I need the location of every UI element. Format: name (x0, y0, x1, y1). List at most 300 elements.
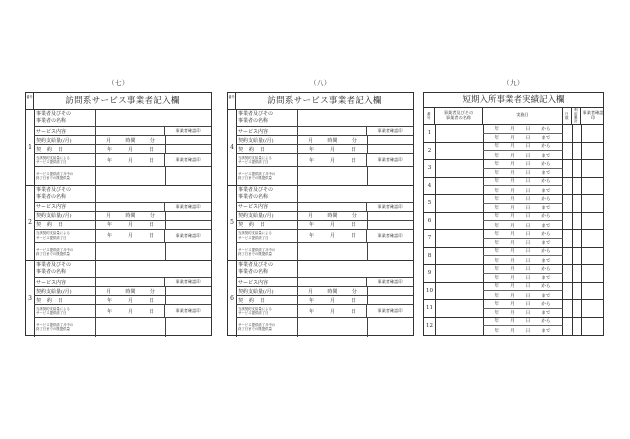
block-number: 4 (228, 110, 237, 185)
amount-field[interactable] (298, 136, 367, 144)
header-number-label: 番号 (26, 93, 34, 109)
end-label-line1: 当該契約支給量による (238, 306, 272, 311)
row-provider (236, 186, 413, 203)
unit-month: 月 (308, 137, 314, 144)
row-number: 6 (424, 213, 436, 230)
start-date-field[interactable] (483, 265, 563, 274)
confirm-seal-box[interactable] (367, 136, 413, 144)
provider-name-field[interactable] (298, 186, 304, 202)
unit-month: 月 (510, 126, 515, 132)
provider-name-field[interactable] (435, 213, 484, 230)
unit-day: 日 (350, 308, 356, 315)
confirm-seal-box[interactable] (367, 167, 413, 186)
provider-label (34, 261, 96, 277)
start-date-field[interactable] (483, 178, 563, 187)
provider-label (236, 261, 298, 277)
row-amount (236, 212, 413, 221)
remaining-label-line2: 終了日までの既提供量 (238, 176, 272, 181)
until-label: まで (541, 328, 551, 334)
until-label: まで (541, 223, 551, 229)
confirm-seal-box[interactable] (581, 160, 605, 177)
start-date-field[interactable] (483, 195, 563, 204)
amount-label: 契約支給量(/月) (34, 287, 96, 295)
unit-month: 月 (510, 241, 515, 247)
unit-month: 月 (510, 171, 515, 177)
remaining-field[interactable] (96, 167, 165, 186)
end-date-field[interactable] (96, 230, 165, 242)
until-label: まで (541, 293, 551, 299)
provider-name-field[interactable] (435, 178, 484, 195)
panel-p8 (227, 78, 414, 340)
unit-day: 日 (525, 206, 531, 212)
visit-form (25, 92, 212, 336)
provider-name-field[interactable] (435, 248, 484, 265)
confirm-seal-box[interactable] (581, 213, 605, 230)
unit-year: 年 (494, 249, 500, 255)
amount-field[interactable] (298, 287, 367, 295)
usage-row (424, 143, 603, 161)
usage-row (424, 230, 603, 248)
unit-year: 年 (308, 157, 314, 164)
provider-label-line1: 事業者及びその (238, 186, 274, 193)
contract-date-field[interactable] (96, 296, 165, 304)
confirm-seal-box[interactable] (581, 318, 605, 336)
unit-minutes: 分 (351, 288, 357, 295)
service-label: サービス内容 (236, 203, 298, 211)
provider-block (228, 110, 413, 186)
end-date-field[interactable] (483, 186, 563, 195)
unit-day: 日 (525, 311, 531, 317)
start-date-field[interactable] (483, 318, 563, 327)
provider-header-line1: 事業者及びその (443, 109, 474, 115)
remaining-label-line2: 終了日までの既提供量 (36, 176, 70, 181)
confirm-seal-label: 事業者確認印 (366, 230, 413, 242)
confirm-seal-box[interactable] (367, 318, 413, 337)
confirm-seal-box[interactable] (165, 136, 211, 144)
contract-date-field[interactable] (298, 296, 367, 304)
unit-day: 日 (525, 328, 531, 334)
unit-day: 日 (525, 171, 531, 177)
remaining-label-line2: 終了日までの既提供量 (238, 327, 272, 332)
end-date-field[interactable] (483, 169, 563, 178)
unit-day: 日 (148, 146, 154, 153)
unit-day: 日 (148, 308, 154, 315)
row-remain (236, 243, 413, 262)
unit-year: 年 (494, 214, 500, 220)
row-remain (34, 318, 211, 337)
amount-field[interactable] (96, 287, 165, 295)
contract-date-label: 契約日 (34, 221, 96, 229)
unit-day: 日 (525, 188, 531, 194)
provider-label-line2: 事業者の名称 (238, 193, 269, 200)
end-date-label (34, 154, 96, 166)
provider-block (26, 261, 211, 337)
unit-month: 月 (510, 161, 515, 167)
end-date-field[interactable] (483, 309, 563, 318)
provider-label-line1: 事業者及びその (238, 111, 274, 117)
remaining-label (34, 243, 96, 262)
row-amount (236, 136, 413, 145)
unit-year: 年 (494, 328, 500, 334)
provider-label (34, 186, 96, 202)
confirm-seal-box[interactable] (367, 287, 413, 295)
unit-day: 日 (525, 319, 531, 325)
unit-day: 日 (525, 153, 531, 159)
from-label: から (541, 179, 551, 185)
unit-year: 年 (308, 297, 314, 304)
unit-month: 月 (510, 301, 515, 307)
confirm-seal-label: 事業者確認印 (164, 305, 211, 317)
header-days: 日数 (563, 107, 572, 124)
unit-day: 日 (148, 233, 154, 240)
contract-date-field[interactable] (298, 145, 367, 153)
contract-date-field[interactable] (96, 145, 165, 153)
confirm-seal-label: 事業者確認印 (164, 203, 211, 211)
remaining-label-line1: サービス提供終了月中の (36, 323, 74, 328)
provider-name-field[interactable] (435, 160, 484, 177)
unit-month: 月 (329, 233, 335, 240)
provider-name-field[interactable] (435, 125, 484, 142)
from-label: から (541, 196, 551, 202)
unit-day: 日 (525, 258, 531, 264)
confirm-seal-box[interactable] (165, 167, 211, 186)
unit-month: 月 (510, 188, 515, 194)
end-date-label (34, 305, 96, 317)
row-number: 1 (424, 125, 436, 142)
block-number: 2 (26, 186, 35, 261)
row-number: 5 (424, 195, 436, 212)
unit-month: 月 (127, 146, 133, 153)
provider-name-field[interactable] (96, 186, 102, 202)
unit-month: 月 (510, 258, 515, 264)
unit-month: 月 (510, 144, 515, 150)
provider-name-field[interactable] (298, 110, 304, 126)
confirm-seal-box[interactable] (581, 178, 605, 195)
unit-year: 年 (494, 241, 500, 247)
provider-name-field[interactable] (435, 300, 484, 317)
unit-month: 月 (510, 249, 515, 255)
confirm-seal-box[interactable] (581, 195, 605, 212)
unit-day: 日 (350, 222, 356, 229)
provider-name-field[interactable] (435, 195, 484, 212)
provider-name-field[interactable] (435, 283, 484, 300)
row-amount (34, 136, 211, 145)
amount-label: 契約支給量(/月) (236, 287, 298, 295)
unit-month: 月 (106, 137, 112, 144)
confirm-seal-box[interactable] (581, 248, 605, 265)
unit-year: 年 (494, 161, 500, 167)
row-end (236, 305, 413, 318)
remaining-field[interactable] (298, 167, 367, 186)
start-date-field[interactable] (483, 283, 563, 292)
row-provider (236, 261, 413, 278)
unit-year: 年 (494, 301, 500, 307)
unit-day: 日 (148, 157, 154, 164)
until-label: まで (541, 241, 551, 247)
unit-month: 月 (510, 153, 515, 159)
from-label: から (541, 231, 551, 237)
confirm-seal-box[interactable] (581, 300, 605, 317)
unit-year: 年 (494, 206, 500, 212)
remaining-label-line2: 終了日までの既提供量 (238, 251, 272, 256)
unit-month: 月 (510, 266, 515, 272)
provider-name-field[interactable] (96, 110, 102, 126)
remaining-label (236, 318, 298, 337)
start-date-field[interactable] (483, 300, 563, 309)
unit-year: 年 (494, 136, 500, 142)
header-number-label: 番号 (228, 93, 236, 109)
row-provider (34, 186, 211, 203)
confirm-seal-box[interactable] (367, 296, 413, 304)
unit-day: 日 (525, 136, 531, 142)
confirm-seal-box[interactable] (367, 145, 413, 153)
remaining-label (236, 243, 298, 262)
end-date-field[interactable] (483, 291, 563, 300)
end-date-field[interactable] (483, 134, 563, 143)
row-remain (236, 318, 413, 337)
provider-label-line2: 事業者の名称 (238, 118, 269, 124)
unit-year: 年 (494, 258, 500, 264)
provider-label-line2: 事業者の名称 (36, 193, 67, 200)
end-date-field[interactable] (298, 230, 367, 242)
unit-day: 日 (148, 297, 154, 304)
until-label: まで (541, 171, 551, 177)
confirm-seal-box[interactable] (581, 230, 605, 247)
row-number: 4 (424, 178, 436, 195)
contract-date-field[interactable] (96, 221, 165, 229)
service-label: サービス内容 (236, 278, 298, 286)
unit-month: 月 (329, 146, 335, 153)
unit-day: 日 (525, 161, 531, 167)
row-contract (34, 221, 211, 230)
confirm-seal-box[interactable] (581, 143, 605, 160)
end-label-line1: 当該契約支給量による (238, 231, 272, 236)
end-date-field[interactable] (483, 221, 563, 230)
provider-block (228, 261, 413, 337)
unit-year: 年 (308, 222, 314, 229)
unit-month: 月 (127, 157, 133, 164)
confirm-seal-box[interactable] (165, 287, 211, 295)
row-number: 12 (424, 318, 436, 336)
end-date-label (236, 305, 298, 317)
usage-row (424, 160, 603, 178)
end-date-field[interactable] (96, 305, 165, 317)
unit-month: 月 (510, 311, 515, 317)
unit-month: 月 (510, 206, 515, 212)
unit-month: 月 (308, 213, 314, 220)
confirm-seal-box[interactable] (581, 265, 605, 282)
unit-minutes: 分 (351, 137, 357, 144)
provider-block (228, 186, 413, 262)
confirm-seal-label: 事業者確認印 (164, 154, 211, 166)
header-confirm: 事業者確認印 (582, 109, 604, 120)
unit-year: 年 (494, 188, 500, 194)
form-title: 訪問系サービス事業者記入欄 (267, 96, 382, 106)
end-date-field[interactable] (483, 204, 563, 213)
unit-month: 月 (510, 319, 515, 325)
end-label-line1: 当該契約支給量による (238, 155, 272, 160)
confirm-seal-label: 事業者確認印 (366, 154, 413, 166)
confirm-seal-box[interactable] (165, 296, 211, 304)
unit-month: 月 (329, 297, 335, 304)
unit-day: 日 (525, 126, 531, 132)
end-date-field[interactable] (298, 305, 367, 317)
contract-date-label: 契約日 (236, 145, 298, 153)
row-contract (34, 296, 211, 305)
amount-field[interactable] (96, 136, 165, 144)
panel-number: （八） (310, 79, 331, 87)
remaining-field[interactable] (298, 243, 367, 262)
confirm-seal-box[interactable] (165, 145, 211, 153)
start-date-field[interactable] (483, 213, 563, 222)
unit-minutes: 分 (149, 137, 155, 144)
amount-field[interactable] (298, 212, 367, 220)
amount-label: 契約支給量(/月) (236, 136, 298, 144)
confirm-seal-box[interactable] (581, 125, 605, 142)
provider-name-field[interactable] (435, 230, 484, 247)
usage-row (424, 300, 603, 318)
panel-number: （七） (108, 79, 129, 87)
end-date-field[interactable] (483, 274, 563, 283)
from-label: から (541, 249, 551, 255)
start-date-field[interactable] (483, 125, 563, 134)
provider-name-field[interactable] (435, 143, 484, 160)
contract-date-field[interactable] (298, 221, 367, 229)
confirm-seal-label: 事業者確認印 (366, 278, 413, 286)
start-date-field[interactable] (483, 143, 563, 152)
row-amount (34, 212, 211, 221)
unit-day: 日 (525, 276, 531, 282)
until-label: まで (541, 258, 551, 264)
usage-row (424, 213, 603, 231)
from-label: から (541, 161, 551, 167)
unit-hours: 時間 (327, 213, 338, 220)
unit-year: 年 (494, 223, 500, 229)
row-contract (236, 296, 413, 305)
start-date-field[interactable] (483, 248, 563, 257)
remaining-label-line1: サービス提供終了月中の (238, 172, 276, 177)
unit-month: 月 (510, 231, 515, 237)
confirm-seal-box[interactable] (581, 283, 605, 300)
row-number: 3 (424, 160, 436, 177)
unit-year: 年 (106, 146, 112, 153)
unit-day: 日 (525, 214, 531, 220)
row-provider (236, 110, 413, 127)
unit-minutes: 分 (149, 213, 155, 220)
row-number: 7 (424, 230, 436, 247)
form-header (26, 93, 211, 110)
remaining-field[interactable] (298, 318, 367, 337)
unit-hours: 時間 (125, 137, 136, 144)
provider-name-field[interactable] (298, 261, 304, 277)
unit-day: 日 (525, 223, 531, 229)
form-title: 訪問系サービス事業者記入欄 (65, 96, 180, 106)
unit-year: 年 (494, 276, 500, 282)
amount-label: 契約支給量(/月) (236, 212, 298, 220)
until-label: まで (541, 206, 551, 212)
end-date-field[interactable] (298, 154, 367, 166)
provider-label-line1: 事業者及びその (36, 186, 72, 193)
start-date-field[interactable] (483, 160, 563, 169)
remaining-field[interactable] (96, 318, 165, 337)
unit-year: 年 (494, 231, 500, 237)
unit-minutes: 分 (149, 288, 155, 295)
remaining-field[interactable] (96, 243, 165, 262)
end-label-line2: サービス提供終了日 (238, 311, 269, 316)
confirm-seal-box[interactable] (367, 243, 413, 262)
unit-day: 日 (350, 297, 356, 304)
unit-day: 日 (148, 222, 154, 229)
confirm-seal-box[interactable] (165, 221, 211, 229)
from-label: から (541, 266, 551, 272)
from-label: から (541, 214, 551, 220)
row-number: 9 (424, 265, 436, 282)
unit-month: 月 (510, 179, 515, 185)
end-label-line2: サービス提供終了日 (238, 160, 269, 164)
end-date-field[interactable] (483, 151, 563, 160)
amount-label: 契約支給量(/月) (34, 136, 96, 144)
usage-row (424, 283, 603, 301)
remaining-label-line1: サービス提供終了月中の (36, 247, 74, 252)
unit-day: 日 (350, 146, 356, 153)
confirm-seal-box[interactable] (367, 212, 413, 220)
unit-year: 年 (494, 284, 500, 290)
from-label: から (541, 144, 551, 150)
block-number: 1 (26, 110, 35, 185)
block-number: 3 (26, 261, 35, 337)
confirm-seal-box[interactable] (165, 243, 211, 262)
provider-name-field[interactable] (435, 318, 484, 336)
service-label: サービス内容 (236, 127, 298, 135)
block-number: 5 (228, 186, 237, 261)
unit-day: 日 (525, 284, 531, 290)
contract-date-label: 契約日 (236, 221, 298, 229)
usage-row (424, 318, 603, 336)
form-header (424, 93, 603, 125)
provider-block (26, 186, 211, 262)
end-date-field[interactable] (483, 239, 563, 248)
unit-year: 年 (494, 266, 500, 272)
confirm-seal-box[interactable] (165, 318, 211, 337)
row-remain (34, 243, 211, 262)
confirm-seal-box[interactable] (367, 221, 413, 229)
unit-day: 日 (525, 293, 531, 299)
provider-name-field[interactable] (96, 261, 102, 277)
end-date-field[interactable] (483, 256, 563, 265)
unit-month: 月 (127, 297, 133, 304)
unit-year: 年 (106, 297, 112, 304)
row-provider (34, 110, 211, 127)
unit-month: 月 (510, 196, 515, 202)
usage-row (424, 178, 603, 196)
provider-name-field[interactable] (435, 265, 484, 282)
remaining-label (236, 167, 298, 186)
confirm-seal-box[interactable] (165, 212, 211, 220)
end-date-field[interactable] (483, 326, 563, 335)
start-date-field[interactable] (483, 230, 563, 239)
amount-field[interactable] (96, 212, 165, 220)
until-label: まで (541, 276, 551, 282)
until-label: まで (541, 153, 551, 159)
contract-date-label: 契約日 (34, 145, 96, 153)
confirm-seal-label: 事業者確認印 (164, 127, 211, 135)
panel-number: （九） (503, 79, 524, 87)
row-number: 2 (424, 143, 436, 160)
from-label: から (541, 301, 551, 307)
end-date-field[interactable] (96, 154, 165, 166)
provider-label-line2: 事業者の名称 (36, 118, 67, 124)
provider-label-line2: 事業者の名称 (238, 269, 269, 276)
